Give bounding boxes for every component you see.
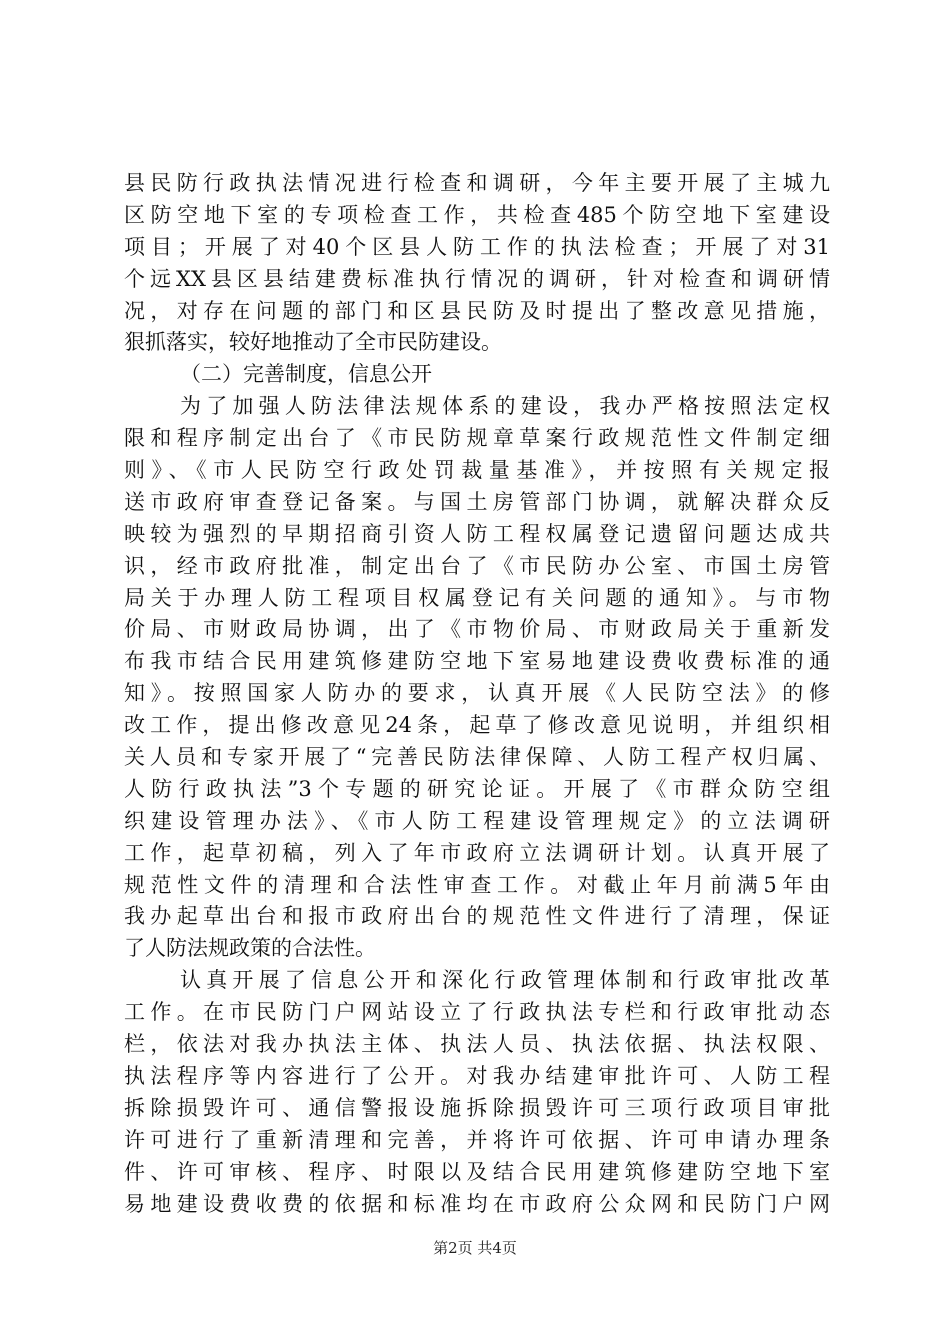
text-line: 了人防法规政策的合法性。 (124, 936, 376, 961)
text-line: 映较为强烈的早期招商引资人防工程权属登记遗留问题达成共 (124, 521, 830, 546)
text-line: 件、许可审核、程序、时限以及结合民用建筑修建防空地下室 (124, 1159, 830, 1184)
text-line: 县民防行政执法情况进行检查和调研，今年主要开展了主城九 (124, 171, 830, 195)
text-line: 况，对存在问题的部门和区县民防及时提出了整改意见措施， (124, 298, 830, 323)
text-line: 认真开展了信息公开和深化行政管理体制和行政审批改革 (180, 968, 830, 993)
text-line: 送市政府审查登记备案。与国土房管部门协调，就解决群众反 (124, 489, 830, 514)
text-line: 个远XX县区县结建费标准执行情况的调研，针对检查和调研情 (124, 266, 830, 291)
text-line: 规范性文件的清理和合法性审查工作。对截止年月前满5年由 (124, 872, 830, 897)
text-line: 栏，依法对我办执法主体、执法人员、执法依据、执法权限、 (124, 1032, 830, 1057)
text-line: 价局、市财政局协调，出了《市物价局、市财政局关于重新发 (124, 617, 830, 642)
text-line: 则》、《市人民防空行政处罚裁量基准》，并按照有关规定报 (124, 458, 830, 483)
text-line: 易地建设费收费的依据和标准均在市政府公众网和民防门户网 (124, 1191, 830, 1216)
text-line: 织建设管理办法》、《市人防工程建设管理规定》的立法调研 (124, 808, 830, 833)
text-line: 区防空地下室的专项检查工作，共检查485个防空地下室建设 (124, 202, 830, 227)
text-line: 布我市结合民用建筑修建防空地下室易地建设费收费标准的通 (124, 649, 830, 674)
text-line: 改工作，提出修改意见24条，起草了修改意见说明，并组织相 (124, 713, 830, 738)
text-line: 人防行政执法”3个专题的研究论证。开展了《市群众防空组 (124, 776, 830, 801)
text-line: 局关于办理人防工程项目权属登记有关问题的通知》。与市物 (124, 585, 830, 610)
text-line: 拆除损毁许可、通信警报设施拆除损毁许可三项行政项目审批 (124, 1095, 830, 1120)
text-line: 狠抓落实，较好地推动了全市民防建设。 (124, 330, 502, 355)
text-line: （二）完善制度，信息公开 (180, 362, 432, 387)
text-line: 工作。在市民防门户网站设立了行政执法专栏和行政审批动态 (124, 1000, 830, 1025)
text-line: 识，经市政府批准，制定出台了《市民防办公室、市国土房管 (124, 553, 830, 578)
text-line: 我办起草出台和报市政府出台的规范性文件进行了清理，保证 (124, 904, 830, 929)
text-line: 许可进行了重新清理和完善，并将许可依据、许可申请办理条 (124, 1127, 830, 1152)
text-line: 项目；开展了对40个区县人防工作的执法检查；开展了对31 (124, 234, 830, 259)
text-line: 为了加强人防法律法规体系的建设，我办严格按照法定权 (180, 394, 830, 419)
text-line: 关人员和专家开展了“完善民防法律保障、人防工程产权归属、 (124, 745, 830, 770)
text-line: 工作，起草初稿，列入了年市政府立法调研计划。认真开展了 (124, 840, 830, 865)
text-line: 限和程序制定出台了《市民防规章草案行政规范性文件制定细 (124, 426, 830, 451)
text-line: 执法程序等内容进行了公开。对我办结建审批许可、人防工程 (124, 1063, 830, 1088)
page-footer: 第2页 共4页 (433, 1239, 517, 1257)
document-body (124, 168, 830, 1220)
text-line: 知》。按照国家人防办的要求，认真开展《人民防空法》的修 (124, 681, 830, 706)
